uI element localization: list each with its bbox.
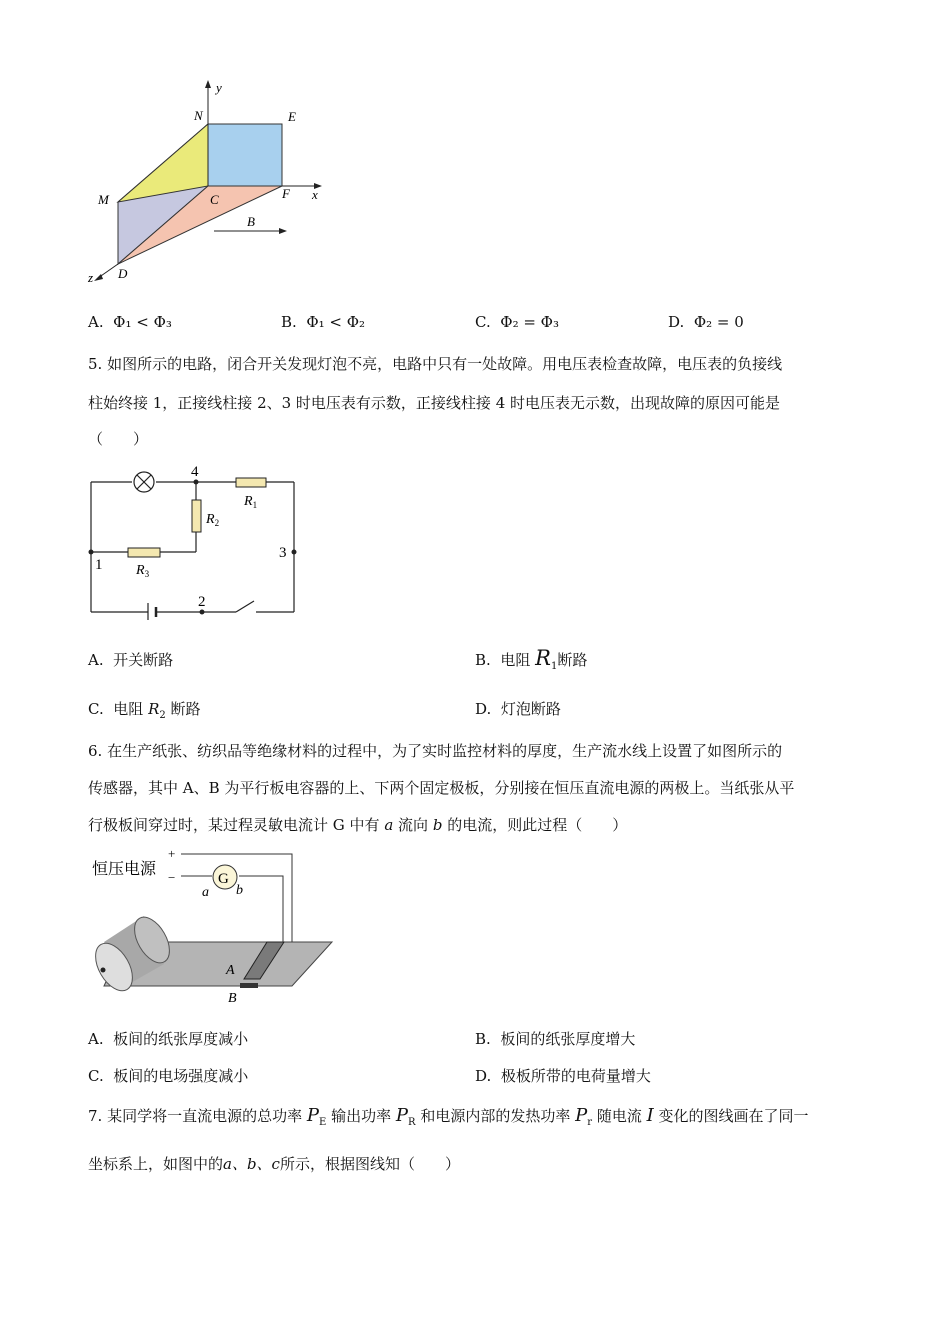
prism-figure — [80, 78, 340, 288]
label-N: N — [194, 108, 203, 123]
q5-stem-line3: （ ） — [88, 430, 149, 448]
A-label: A — [226, 963, 235, 978]
q5-option-c[interactable]: C. 电阻 $R_2$ 断路 — [88, 700, 201, 721]
resistor-r1 — [236, 478, 266, 487]
resistor-r3 — [128, 548, 160, 557]
label-M: M — [98, 192, 109, 207]
node-1-label: 1 — [95, 557, 103, 573]
q5-option-a[interactable]: A. 开关断路 — [88, 651, 174, 669]
a-label: a — [202, 885, 209, 900]
source-label: 恒压电源 — [92, 861, 157, 878]
q4-option-a[interactable]: A. Φ₁ < Φ₃ — [88, 313, 172, 331]
q6-option-a[interactable]: A. 板间的纸张厚度减小 — [88, 1030, 249, 1048]
label-x: x — [312, 187, 318, 202]
q6-stem-line2: 传感器，其中 A、B 为平行板电容器的上、下两个固定极板，分别接在恒压直流电源的两极上。当纸张从平 — [88, 779, 795, 797]
plus-label: + — [168, 846, 176, 861]
r3-label: $R_3$ — [136, 563, 150, 579]
label-E: E — [288, 109, 296, 124]
face-NEFC — [208, 124, 282, 186]
plate-b — [240, 983, 258, 988]
label-y: y — [216, 80, 222, 95]
q5-stem-line1: 5. 如图所示的电路，闭合开关发现灯泡不亮，电路中只有一处故障。用电压表检查故障，电压表的负接线 — [88, 355, 783, 373]
node-2-label: 2 — [198, 594, 206, 610]
label-D: D — [118, 266, 128, 281]
q5-option-b[interactable]: B. 电阻 $R_1$断路 — [475, 646, 588, 672]
q6-option-d[interactable]: D. 极板所带的电荷量增大 — [475, 1067, 651, 1085]
node-4-label: 4 — [191, 464, 199, 480]
label-z: z — [88, 270, 94, 285]
q6-stem-line3: 行极板间穿过时，某过程灵敏电流计 G 中有 a 流向 b 的电流，则此过程（ ） — [88, 816, 628, 834]
q5-stem-line2: 柱始终接 1，正接线柱接 2、3 时电压表有示数，正接线柱接 4 时电压表无示数，出现故障的原因可能是 — [88, 394, 781, 412]
node-3-label: 3 — [279, 545, 287, 561]
q6-stem-line1: 6. 在生产纸张、纺织品等绝缘材料的过程中，为了实时监控材料的厚度，生产流水线上设置了如图所示的 — [88, 742, 783, 760]
minus-label: − — [168, 870, 176, 885]
q6-sensor-figure — [84, 846, 344, 1010]
q7-stem-line1: 7. 某同学将一直流电源的总功率 $P_E$ 输出功率 $P_R$ 和电源内部的发热功率 $P_r$ 随电流 I 变化的图线画在了同一 — [88, 1105, 809, 1128]
label-C: C — [210, 192, 219, 207]
q6-option-b[interactable]: B. 板间的纸张厚度增大 — [475, 1030, 636, 1048]
q4-option-b[interactable]: B. Φ₁ < Φ₂ — [281, 313, 366, 331]
resistor-r2 — [192, 500, 201, 532]
q5-option-d[interactable]: D. 灯泡断路 — [475, 700, 561, 718]
galvanometer-label: G — [218, 871, 229, 887]
label-F: F — [282, 186, 290, 201]
r2-label: $R_2$ — [206, 512, 220, 528]
b-label: b — [236, 883, 243, 898]
q4-option-c[interactable]: C. Φ₂ = Φ₃ — [475, 313, 559, 331]
label-B: B — [247, 214, 255, 229]
q7-stem-line2: 坐标系上，如图中的a、b、c所示，根据图线知（ ） — [88, 1155, 460, 1173]
B-label: B — [228, 991, 237, 1006]
r1-label: $R_1$ — [244, 494, 258, 510]
q5-circuit — [84, 460, 304, 620]
q4-option-d[interactable]: D. Φ₂ = 0 — [668, 313, 744, 331]
q6-option-c[interactable]: C. 板间的电场强度减小 — [88, 1067, 249, 1085]
